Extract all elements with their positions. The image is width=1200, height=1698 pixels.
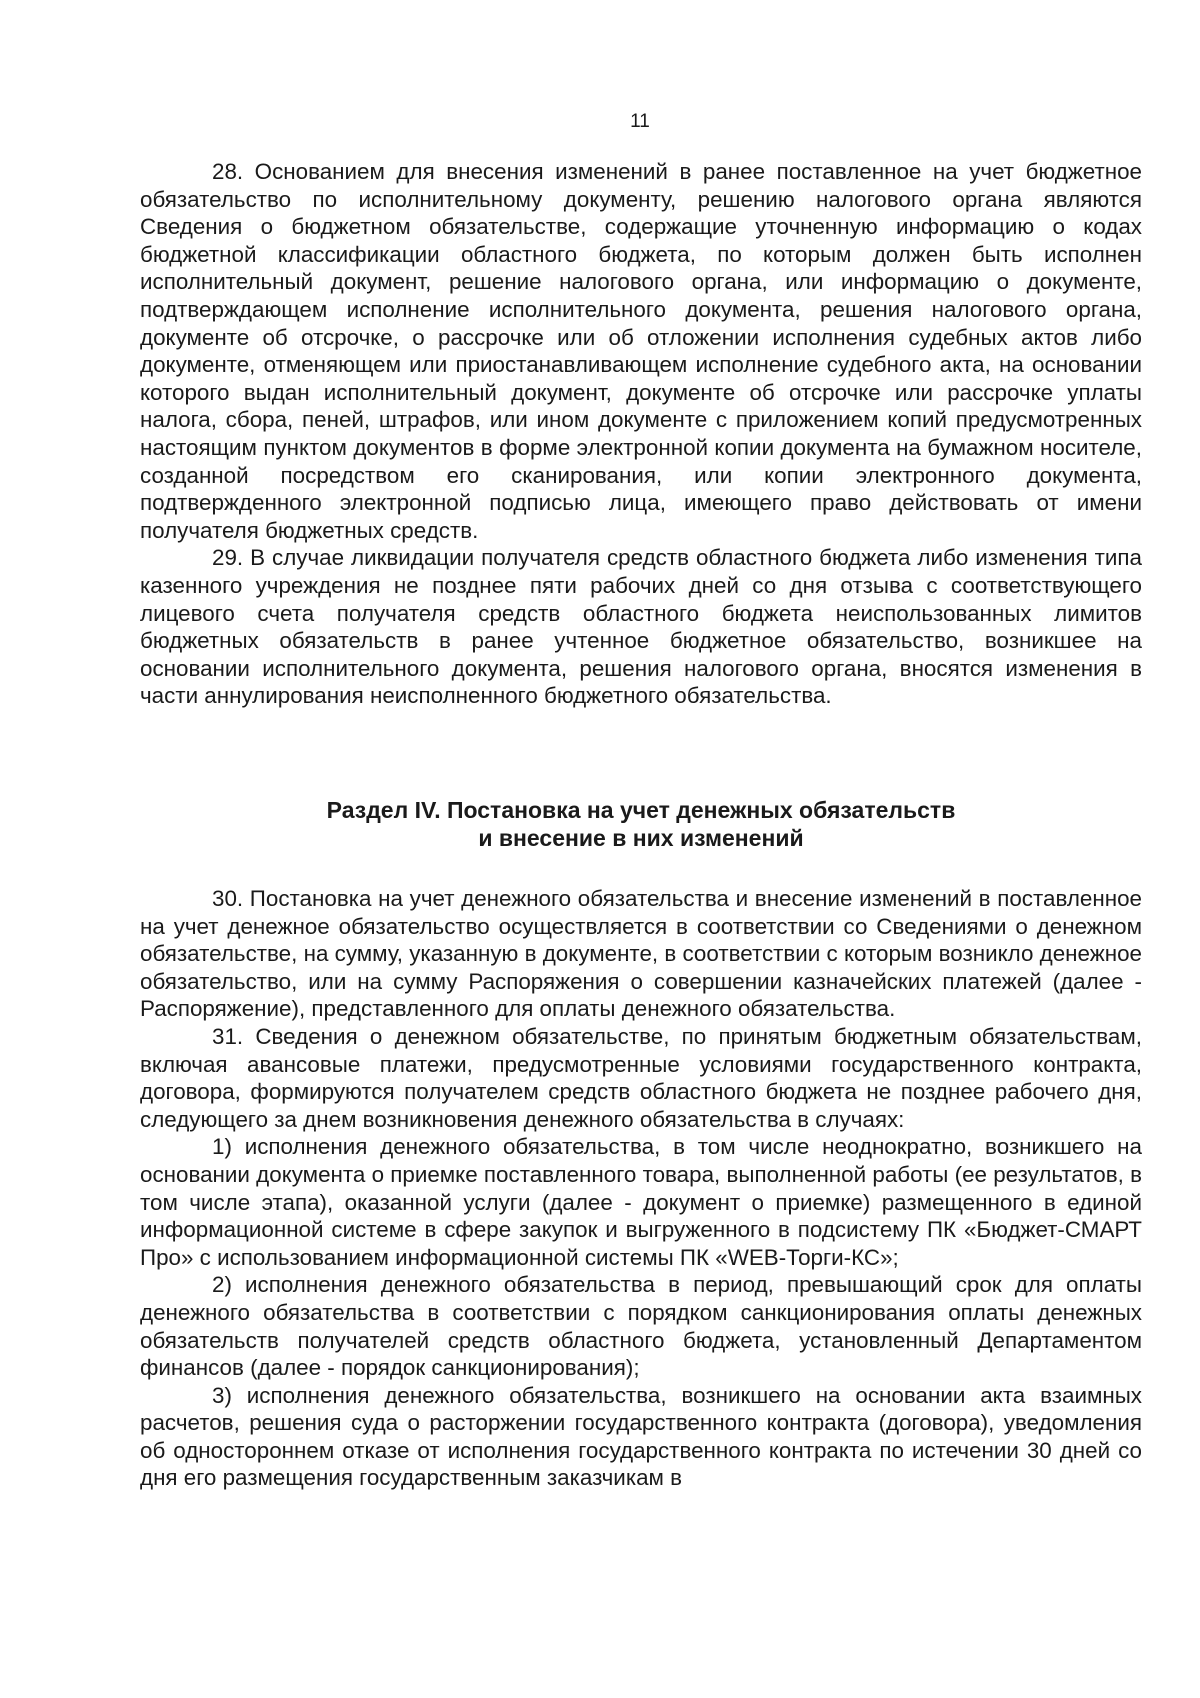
paragraph-30: 30. Постановка на учет денежного обязательства и внесение изменений в поставленное на учет денежное обязательство осуществляется в соответствии со Сведениями о денежном обязательстве, на сумму, указанную в документе, в соответствии с которым возникло денежное обязательство, или на сумму Распоряжения о совершении казначейских платежей (далее - Распоряжение), представленного для оплаты денежного обязательства. (140, 886, 1142, 1022)
list-item-2: 2) исполнения денежного обязательства в период, превышающий срок для оплаты денежного обязательства в соответствии с порядком санкционирования оплаты денежных обязательств получателей средств областного бюджета, установленный Департаментом финансов (далее - порядок санкционирования); (140, 1272, 1142, 1381)
section-heading (140, 796, 1142, 852)
section-heading-line2: и внесение в них изменений (478, 825, 804, 851)
section-heading-line1: Раздел IV. Постановка на учет денежных обязательств (326, 797, 956, 823)
list-item-1: 1) исполнения денежного обязательства, в том числе неоднократно, возникшего на основании документа о приемке поставленного товара, выполненной работы (ее результатов, в том числе этапа), оказанной услуги (далее - документ о приемке) размещенного в единой информационной системе в сфере закупок и выгруженного в подсистему ПК «Бюджет-СМАРТ Про» с использованием информационной системы ПК «WEB-Торги-КС»; (140, 1134, 1142, 1270)
paragraph-28: 28. Основанием для внесения изменений в ранее поставленное на учет бюджетное обязательство по исполнительному документу, решению налогового органа являются Сведения о бюджетном обязательстве, содержащие уточненную информацию о кодах бюджетной классификации областного бюджета, по которым должен быть исполнен исполнительный документ, решение налогового органа, или информацию о документе, подтверждающем исполнение исполнительного документа, решения налогового органа, документе об отсрочке, о рассрочке или об отложении исполнения судебных актов либо документе, отменяющем или приостанавливающем исполнение судебного акта, на основании которого выдан исполнительный документ, документе об отсрочке или рассрочке уплаты налога, сбора, пеней, штрафов, или ином документе с приложением копий предусмотренных настоящим пунктом документов в форме электронной копии документа на бумажном носителе, созданной посредством его сканирования, или копии электронного документа, подтвержденного электронной подписью лица, имеющего право действовать от имени получателя бюджетных средств. (140, 159, 1142, 543)
list-item-3: 3) исполнения денежного обязательства, возникшего на основании акта взаимных расчетов, решения суда о расторжении государственного контракта (договора), уведомления об одностороннем отказе от исполнения государственного контракта по истечении 30 дней со дня его размещения государственным заказчикам в (140, 1382, 1142, 1491)
paragraph-29: 29. В случае ликвидации получателя средств областного бюджета либо изменения типа казенного учреждения не позднее пяти рабочих дней со дня отзыва с соответствующего лицевого счета получателя средств областного бюджета неиспользованных лимитов бюджетных обязательств в ранее учтенное бюджетное обязательство, возникшее на основании исполнительного документа, решения налогового органа, вносятся изменения в части аннулирования неисполненного бюджетного обязательства. (140, 545, 1142, 709)
page-number: 11 (630, 111, 650, 132)
paragraph-31: 31. Сведения о денежном обязательстве, по принятым бюджетным обязательствам, включая авансовые платежи, предусмотренные условиями государственного контракта, договора, формируются получателем средств областного бюджета не позднее рабочего дня, следующего за днем возникновения денежного обязательства в случаях: (140, 1023, 1142, 1132)
text-block-bottom (140, 885, 1142, 1492)
text-block-top (140, 158, 1142, 710)
